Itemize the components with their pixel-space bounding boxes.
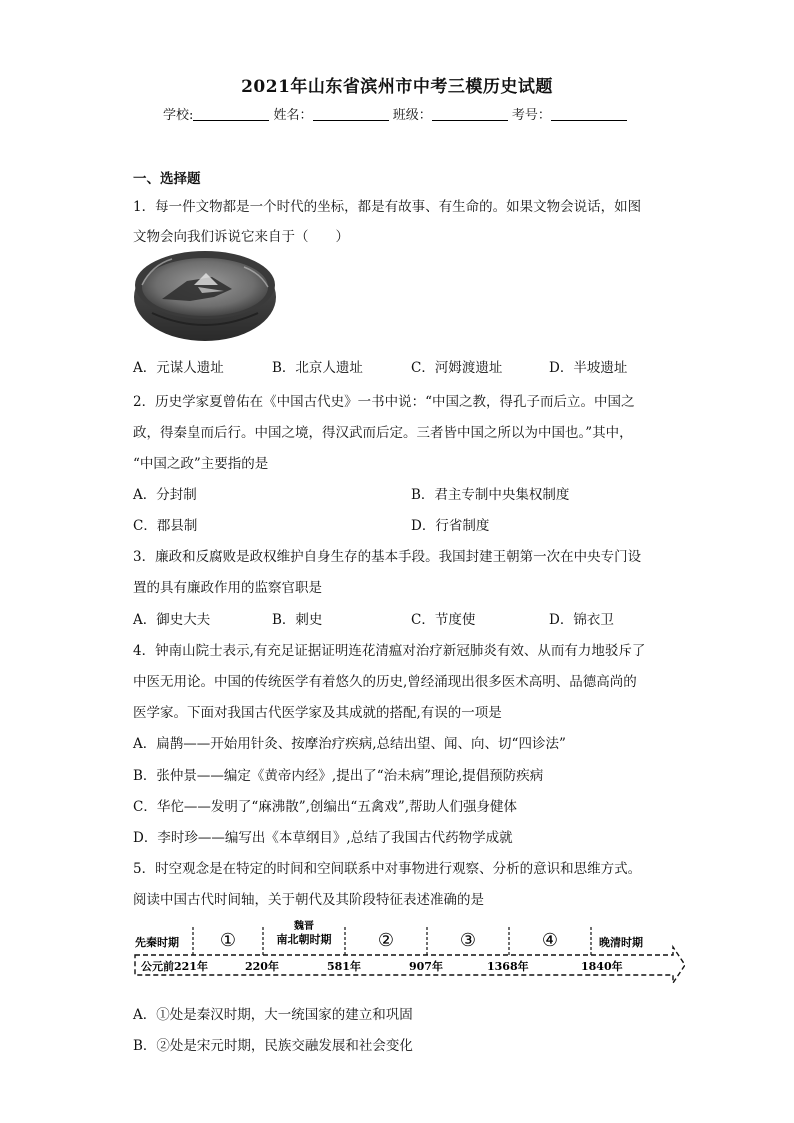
q1-option-b: B．北京人遗址 — [272, 360, 363, 376]
timeline-period-pre-qin: 先秦时期 — [135, 936, 179, 949]
q5-line2: 阅读中国古代时间轴，关于朝代及其阶段特征表述准确的是 — [133, 892, 484, 908]
q4-option-a: A．扁鹊——开始用针灸、按摩治疗疾病,总结出望、闻、向、切“四诊法” — [133, 736, 566, 752]
exam-no-blank[interactable] — [551, 108, 627, 121]
q1-line2: 文物会向我们诉说它来自于（ ） — [133, 229, 349, 245]
q3-option-c: C．节度使 — [411, 612, 476, 628]
q3-line2: 置的具有廉政作用的监察官职是 — [133, 580, 322, 596]
q1-line1: 1．每一件文物都是一个时代的坐标，都是有故事、有生命的。如果文物会说话，如图 — [133, 199, 642, 215]
q5-option-a: A．①处是秦汉时期，大一统国家的建立和巩固 — [133, 1007, 413, 1023]
timeline-period-weijin: 魏晋 — [294, 921, 314, 932]
q4-option-d: D．李时珍——编写出《本草纲目》,总结了我国古代药物学成就 — [133, 830, 513, 846]
q2-option-b: B．君主专制中央集权制度 — [411, 487, 570, 503]
q3-option-b: B．刺史 — [272, 612, 323, 628]
class-blank[interactable] — [432, 108, 508, 121]
section-heading: 一、选择题 — [133, 171, 201, 187]
q5-line1: 5．时空观念是在特定的时间和空间联系中对事物进行观察、分析的意识和思维方式。 — [133, 861, 642, 877]
q3-line1: 3．廉政和反腐败是政权维护自身生存的基本手段。我国封建王朝第一次在中央专门设 — [133, 549, 642, 565]
q1-option-c: C．河姆渡遗址 — [411, 360, 503, 376]
q4-line3: 医学家。下面对我国古代医学家及其成就的搭配,有误的一项是 — [133, 705, 502, 721]
name-label: 姓名： — [273, 108, 313, 123]
q1-option-d: D．半坡遗址 — [549, 360, 628, 376]
q4-line2: 中医无用论。中国的传统医学有着悠久的历史,曾经涌现出很多医术高明、品德高尚的 — [133, 674, 637, 690]
q2-option-c: C．郡县制 — [133, 518, 198, 534]
timeline-year-1840: 1840年 — [581, 960, 623, 973]
dynasty-timeline — [133, 917, 685, 989]
timeline-period-2: ② — [377, 930, 395, 951]
q4-line1: 4．钟南山院士表示,有充足证据证明连花清瘟对治疗新冠肺炎有效、从而有力地驳斥了 — [133, 643, 646, 659]
timeline-year-907: 907年 — [409, 960, 443, 973]
q4-option-c: C．华佗——发明了“麻沸散”,创编出“五禽戏”,帮助人们强身健体 — [133, 799, 518, 815]
timeline-period-4: ④ — [541, 930, 559, 951]
pottery-basin-image — [132, 247, 278, 343]
timeline-year-581: 581年 — [327, 960, 361, 973]
name-blank[interactable] — [313, 108, 389, 121]
school-blank[interactable] — [193, 108, 269, 121]
q2-line1: 2．历史学家夏曾佑在《中国古代史》一书中说：“中国之教，得孔子而后立。中国之 — [133, 394, 635, 410]
timeline-period-3: ③ — [459, 930, 477, 951]
q4-option-b: B．张仲景——编定《黄帝内经》,提出了“治未病”理论,提倡预防疾病 — [133, 768, 544, 784]
q2-line3: “中国之政”主要指的是 — [133, 456, 269, 472]
school-label: 学校: — [163, 108, 194, 123]
q2-line2: 政，得秦皇而后行。中国之境，得汉武而后定。三者皆中国之所以为中国也。”其中， — [133, 425, 633, 441]
q2-option-d: D．行省制度 — [411, 518, 490, 534]
timeline-year-220: 220年 — [245, 960, 279, 973]
student-info-line — [163, 104, 627, 123]
q5-option-b: B．②处是宋元时期，民族交融发展和社会变化 — [133, 1038, 413, 1054]
timeline-period-late-qing: 晚清时期 — [599, 936, 643, 949]
q3-option-d: D．锦衣卫 — [549, 612, 614, 628]
q2-option-a: A．分封制 — [133, 487, 197, 503]
q1-option-a: A．元谋人遗址 — [133, 360, 224, 376]
q3-option-a: A．御史大夫 — [133, 612, 211, 628]
class-label: 班级： — [392, 108, 432, 123]
page-title: 2021年山东省滨州市中考三模历史试题 — [241, 77, 553, 97]
timeline-year-221bc: 公元前221年 — [141, 960, 208, 973]
timeline-period-nanbeichao: 南北朝时期 — [276, 933, 332, 946]
exam-no-label: 考号： — [511, 108, 551, 123]
timeline-year-1368: 1368年 — [487, 960, 529, 973]
timeline-period-1: ① — [219, 930, 237, 951]
